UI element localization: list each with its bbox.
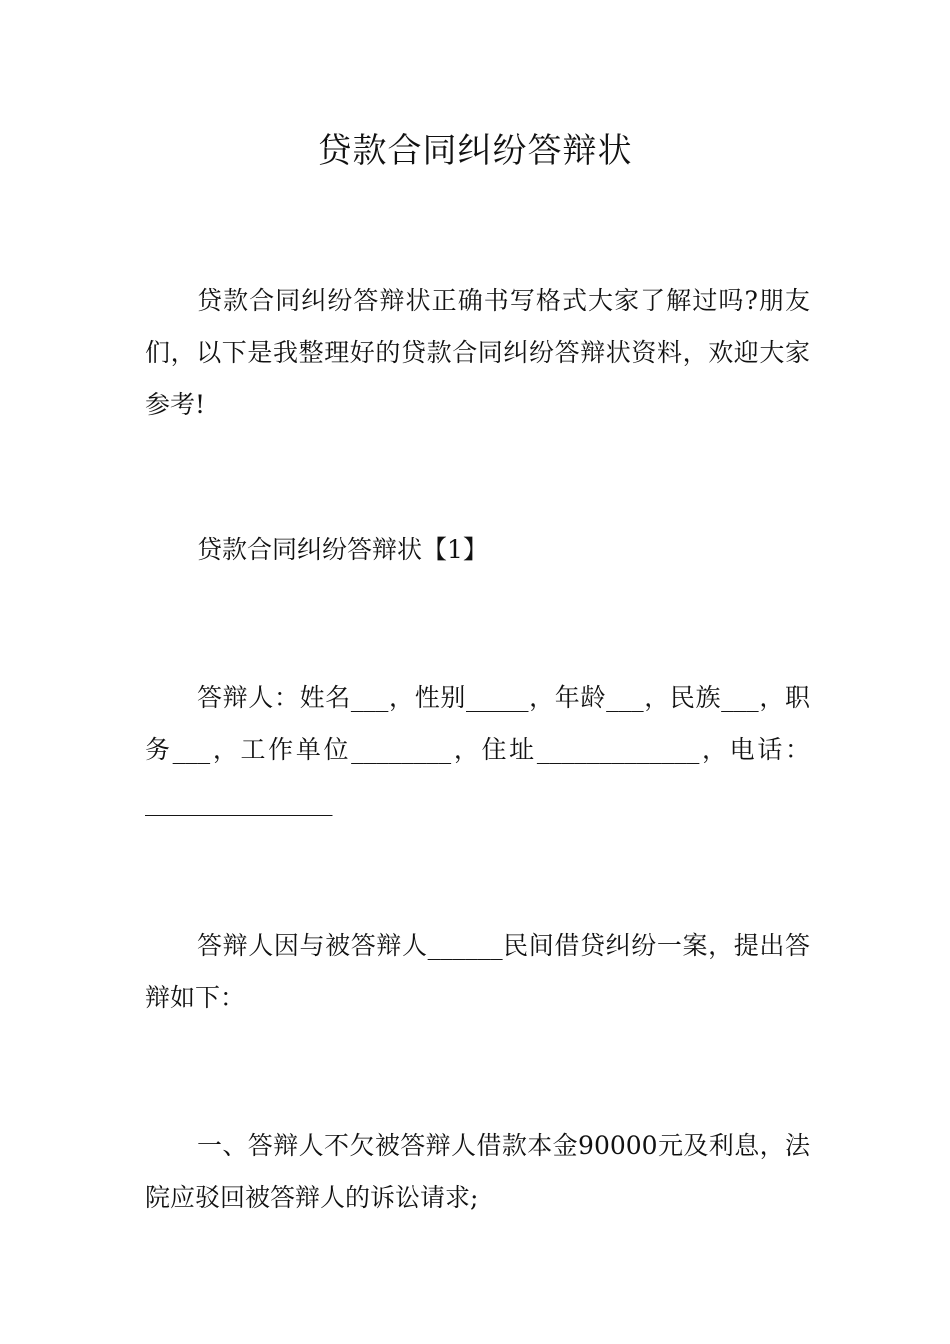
defense-point-1-paragraph: 一、答辩人不欠被答辩人借款本金90000元及利息，法院应驳回被答辩人的诉讼请求;: [145, 1131, 810, 1212]
document-title: 贷款合同纠纷答辩状: [317, 131, 633, 171]
respondent-info-paragraph: 答辩人：姓名___，性别_____，年龄___，民族___，职务___，工作单位________，住址_____________，电话：_______________: [145, 683, 810, 816]
section-heading: 贷款合同纠纷答辩状【1】: [197, 535, 488, 564]
defense-reason-paragraph: 答辩人因与被答辩人______民间借贷纠纷一案，提出答辩如下：: [145, 931, 810, 1012]
intro-paragraph: 贷款合同纠纷答辩状正确书写格式大家了解过吗?朋友们，以下是我整理好的贷款合同纠纷答辩状资料，欢迎大家参考!: [145, 286, 810, 419]
